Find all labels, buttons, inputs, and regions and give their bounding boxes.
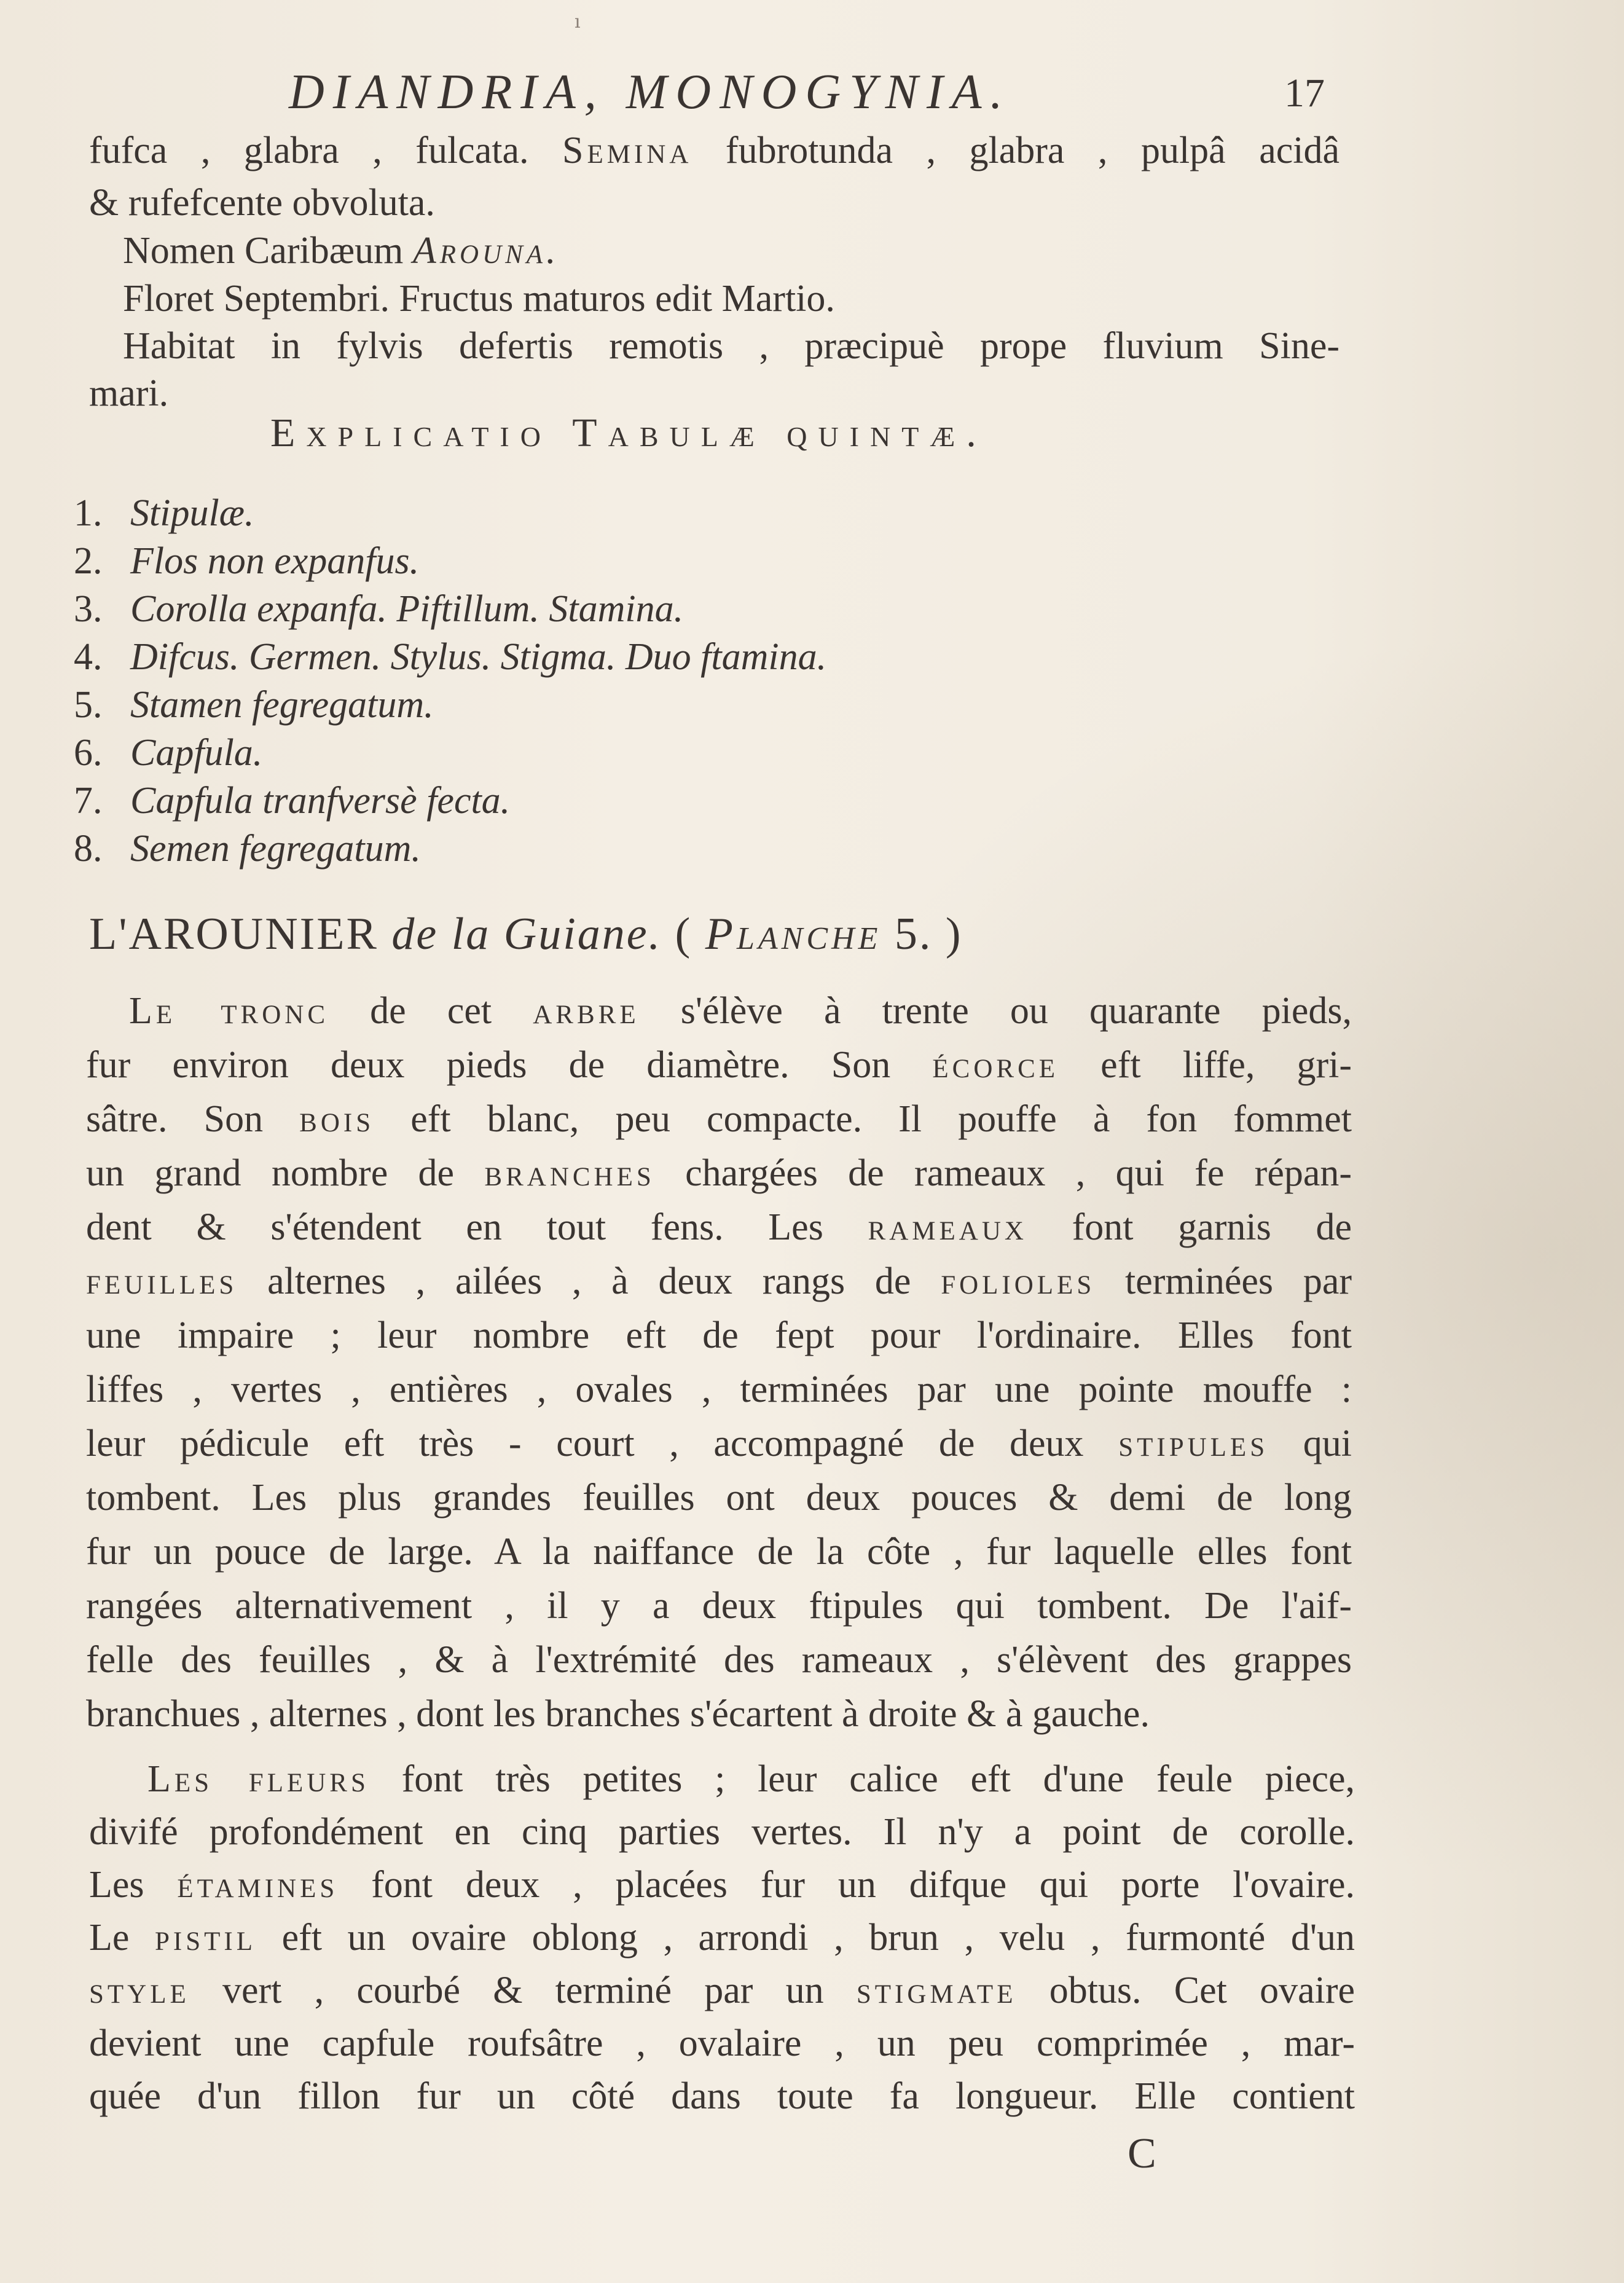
paragraph-line: leur pédicule eft très - court , accompagné de deux stipules qui (86, 1423, 1352, 1464)
paragraph-line: branchues , alternes , dont les branches s'écartent à droite & à gauche. (86, 1693, 1150, 1735)
latin-line-3: Nomen Caribæum Arouna. (123, 230, 560, 272)
latin-line-6: mari. (89, 372, 169, 414)
semina-term: Semina (562, 130, 692, 171)
page-number: 17 (1284, 71, 1325, 116)
paragraph-line: quée d'un fillon fur un côté dans toute fa longueur. Elle contient (89, 2075, 1355, 2117)
list-item: 1. Stipulæ. (74, 492, 254, 534)
signature-mark: C (1128, 2130, 1156, 2177)
running-title: DIANDRIA, MONOGYNIA. (289, 65, 1011, 119)
arouna-name: Arouna. (412, 230, 560, 272)
top-mark: ı (575, 11, 581, 33)
paragraph-line: Les étamines font deux , placées fur un difque qui porte l'ovaire. (89, 1864, 1355, 1906)
latin-line-1: fufca , glabra , fulcata. Semina fubrotunda , glabra , pulpâ acidâ (89, 130, 1340, 171)
list-item: 4. Difcus. Germen. Stylus. Stigma. Duo ftamina. (74, 636, 827, 678)
paragraph-line: fur un pouce de large. A la naiffance de la côte , fur laquelle elles font (86, 1531, 1352, 1573)
paragraph-line: tombent. Les plus grandes feuilles ont deux pouces & demi de long (86, 1477, 1352, 1519)
paragraph-line: Le pistil eft un ovaire oblong , arrondi , brun , velu , furmonté d'un (89, 1917, 1355, 1959)
paragraph-line: une impaire ; leur nombre eft de fept pour l'ordinaire. Elles font (86, 1314, 1352, 1356)
paragraph-line: feuilles alternes , ailées , à deux rangs de folioles terminées par (86, 1260, 1352, 1302)
paragraph-line: divifé profondément en cinq parties vertes. Il n'y a point de corolle. (89, 1811, 1355, 1853)
list-item: 3. Corolla expanfa. Piftillum. Stamina. (74, 588, 684, 630)
paragraph-line: un grand nombre de branches chargées de rameaux , qui fe répan- (86, 1152, 1352, 1194)
paragraph-line: devient une capfule roufsâtre , ovalaire , un peu comprimée , mar- (89, 2022, 1355, 2064)
list-item: 2. Flos non expanfus. (74, 540, 420, 582)
latin-line-4: Floret Septembri. Fructus maturos edit Martio. (123, 278, 835, 320)
paragraph-line: liffes , vertes , entières , ovales , terminées par une pointe mouffe : (86, 1369, 1352, 1410)
latin-line-5: Habitat in fylvis defertis remotis , præcipuè prope fluvium Sine- (123, 325, 1340, 367)
list-item: 6. Capfula. (74, 732, 263, 774)
list-item: 5. Stamen fegregatum. (74, 684, 434, 726)
paragraph-line: fur environ deux pieds de diamètre. Son écorce eft liffe, gri- (86, 1044, 1352, 1086)
list-item: 7. Capfula tranfversè fecta. (74, 780, 511, 822)
paragraph-line: style vert , courbé & terminé par un stigmate obtus. Cet ovaire (89, 1970, 1355, 2011)
paragraph-line: sâtre. Son bois eft blanc, peu compacte. Il pouffe à fon fommet (86, 1098, 1352, 1140)
paragraph-line: rangées alternativement , il y a deux ftipules qui tombent. De l'aif- (86, 1585, 1352, 1627)
explicatio-caption: Explicatio Tabulæ quintæ. (270, 411, 987, 455)
paragraph-line: dent & s'étendent en tout fens. Les rameaux font garnis de (86, 1206, 1352, 1248)
list-item: 8. Semen fegregatum. (74, 828, 421, 870)
paragraph-line: felle des feuilles , & à l'extrémité des rameaux , s'élèvent des grappes (86, 1639, 1352, 1681)
latin-line-2: & rufefcente obvoluta. (89, 182, 435, 224)
paragraph-line: Les fleurs font très petites ; leur calice eft d'une feule piece, (147, 1758, 1355, 1800)
paragraph-line: Le tronc de cet arbre s'élève à trente ou quarante pieds, (129, 990, 1352, 1032)
section-title: L'AROUNIER de la Guiane. ( Planche 5. ) (89, 909, 963, 959)
